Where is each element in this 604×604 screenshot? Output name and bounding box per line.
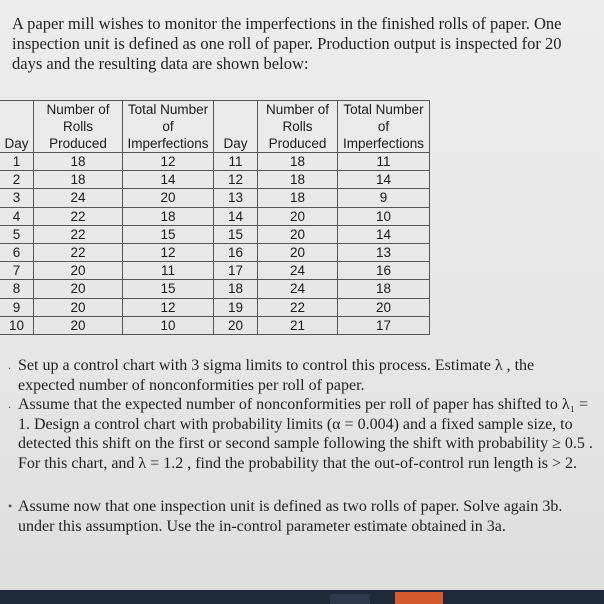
question-3a: . Set up a control chart with 3 sigma limits to control this process. Estimate λ , the expected number of nonconformities per roll of paper.	[8, 357, 535, 394]
table-row: 9 20 12 19 22 20	[0, 298, 430, 316]
bullet-icon: •	[8, 499, 13, 513]
table-row: 8 20 15 18 24 18	[0, 280, 430, 298]
taskbar	[0, 590, 604, 604]
question-3c: • Assume now that one inspection unit is defined as two rolls of paper. Solve again 3b. under this assumption. Use the in-control parameter estimate obtained in 3a.	[8, 498, 563, 535]
question-3b: . Assume that the expected number of nonconformities per roll of paper has shifted to λ₁ = 1. Design a control chart with probability limits (α = 0.004) and a fixed sample size, to detected this shift on the first or second sample following the shift with probability ≥ 0.5 . For this chart, and λ = 1.2 , find the probability that the out-of-control run length is > 2.	[8, 396, 593, 472]
header-rolls-2: Number of Rolls Produced	[258, 101, 338, 153]
taskbar-app-icon[interactable]	[330, 594, 370, 604]
table-row: 7 20 11 17 24 16	[0, 262, 430, 280]
header-day-2: Day	[214, 101, 258, 153]
taskbar-active-app-icon[interactable]	[395, 592, 443, 604]
header-rolls: Number of Rolls Produced	[34, 101, 123, 153]
table-row: 10 20 10 20 21 17	[0, 316, 430, 334]
questions-section	[8, 356, 593, 536]
table-row: 6 22 12 16 20 13	[0, 243, 430, 261]
intro-paragraph: A paper mill wishes to monitor the imperfections in the finished rolls of paper. One inspection unit is defined as one roll of paper. Production output is inspected for 20 days and the resulting data are shown below:	[12, 14, 562, 73]
bullet-icon: .	[8, 358, 11, 372]
bullet-icon: .	[8, 397, 11, 411]
header-imperfections-2: Total Number of Imperfections	[338, 101, 430, 153]
table-row: 2 18 14 12 18 14	[0, 171, 430, 189]
table-row: 1 18 12 11 18 11	[0, 153, 430, 171]
table-header-row	[0, 101, 430, 153]
table-row: 3 24 20 13 18 9	[0, 189, 430, 207]
header-imperfections: Total Number of Imperfections	[123, 101, 214, 153]
table-row: 4 22 18 14 20 10	[0, 207, 430, 225]
table-row: 5 22 15 15 20 14	[0, 225, 430, 243]
data-table	[0, 100, 430, 335]
header-day: Day	[0, 101, 34, 153]
